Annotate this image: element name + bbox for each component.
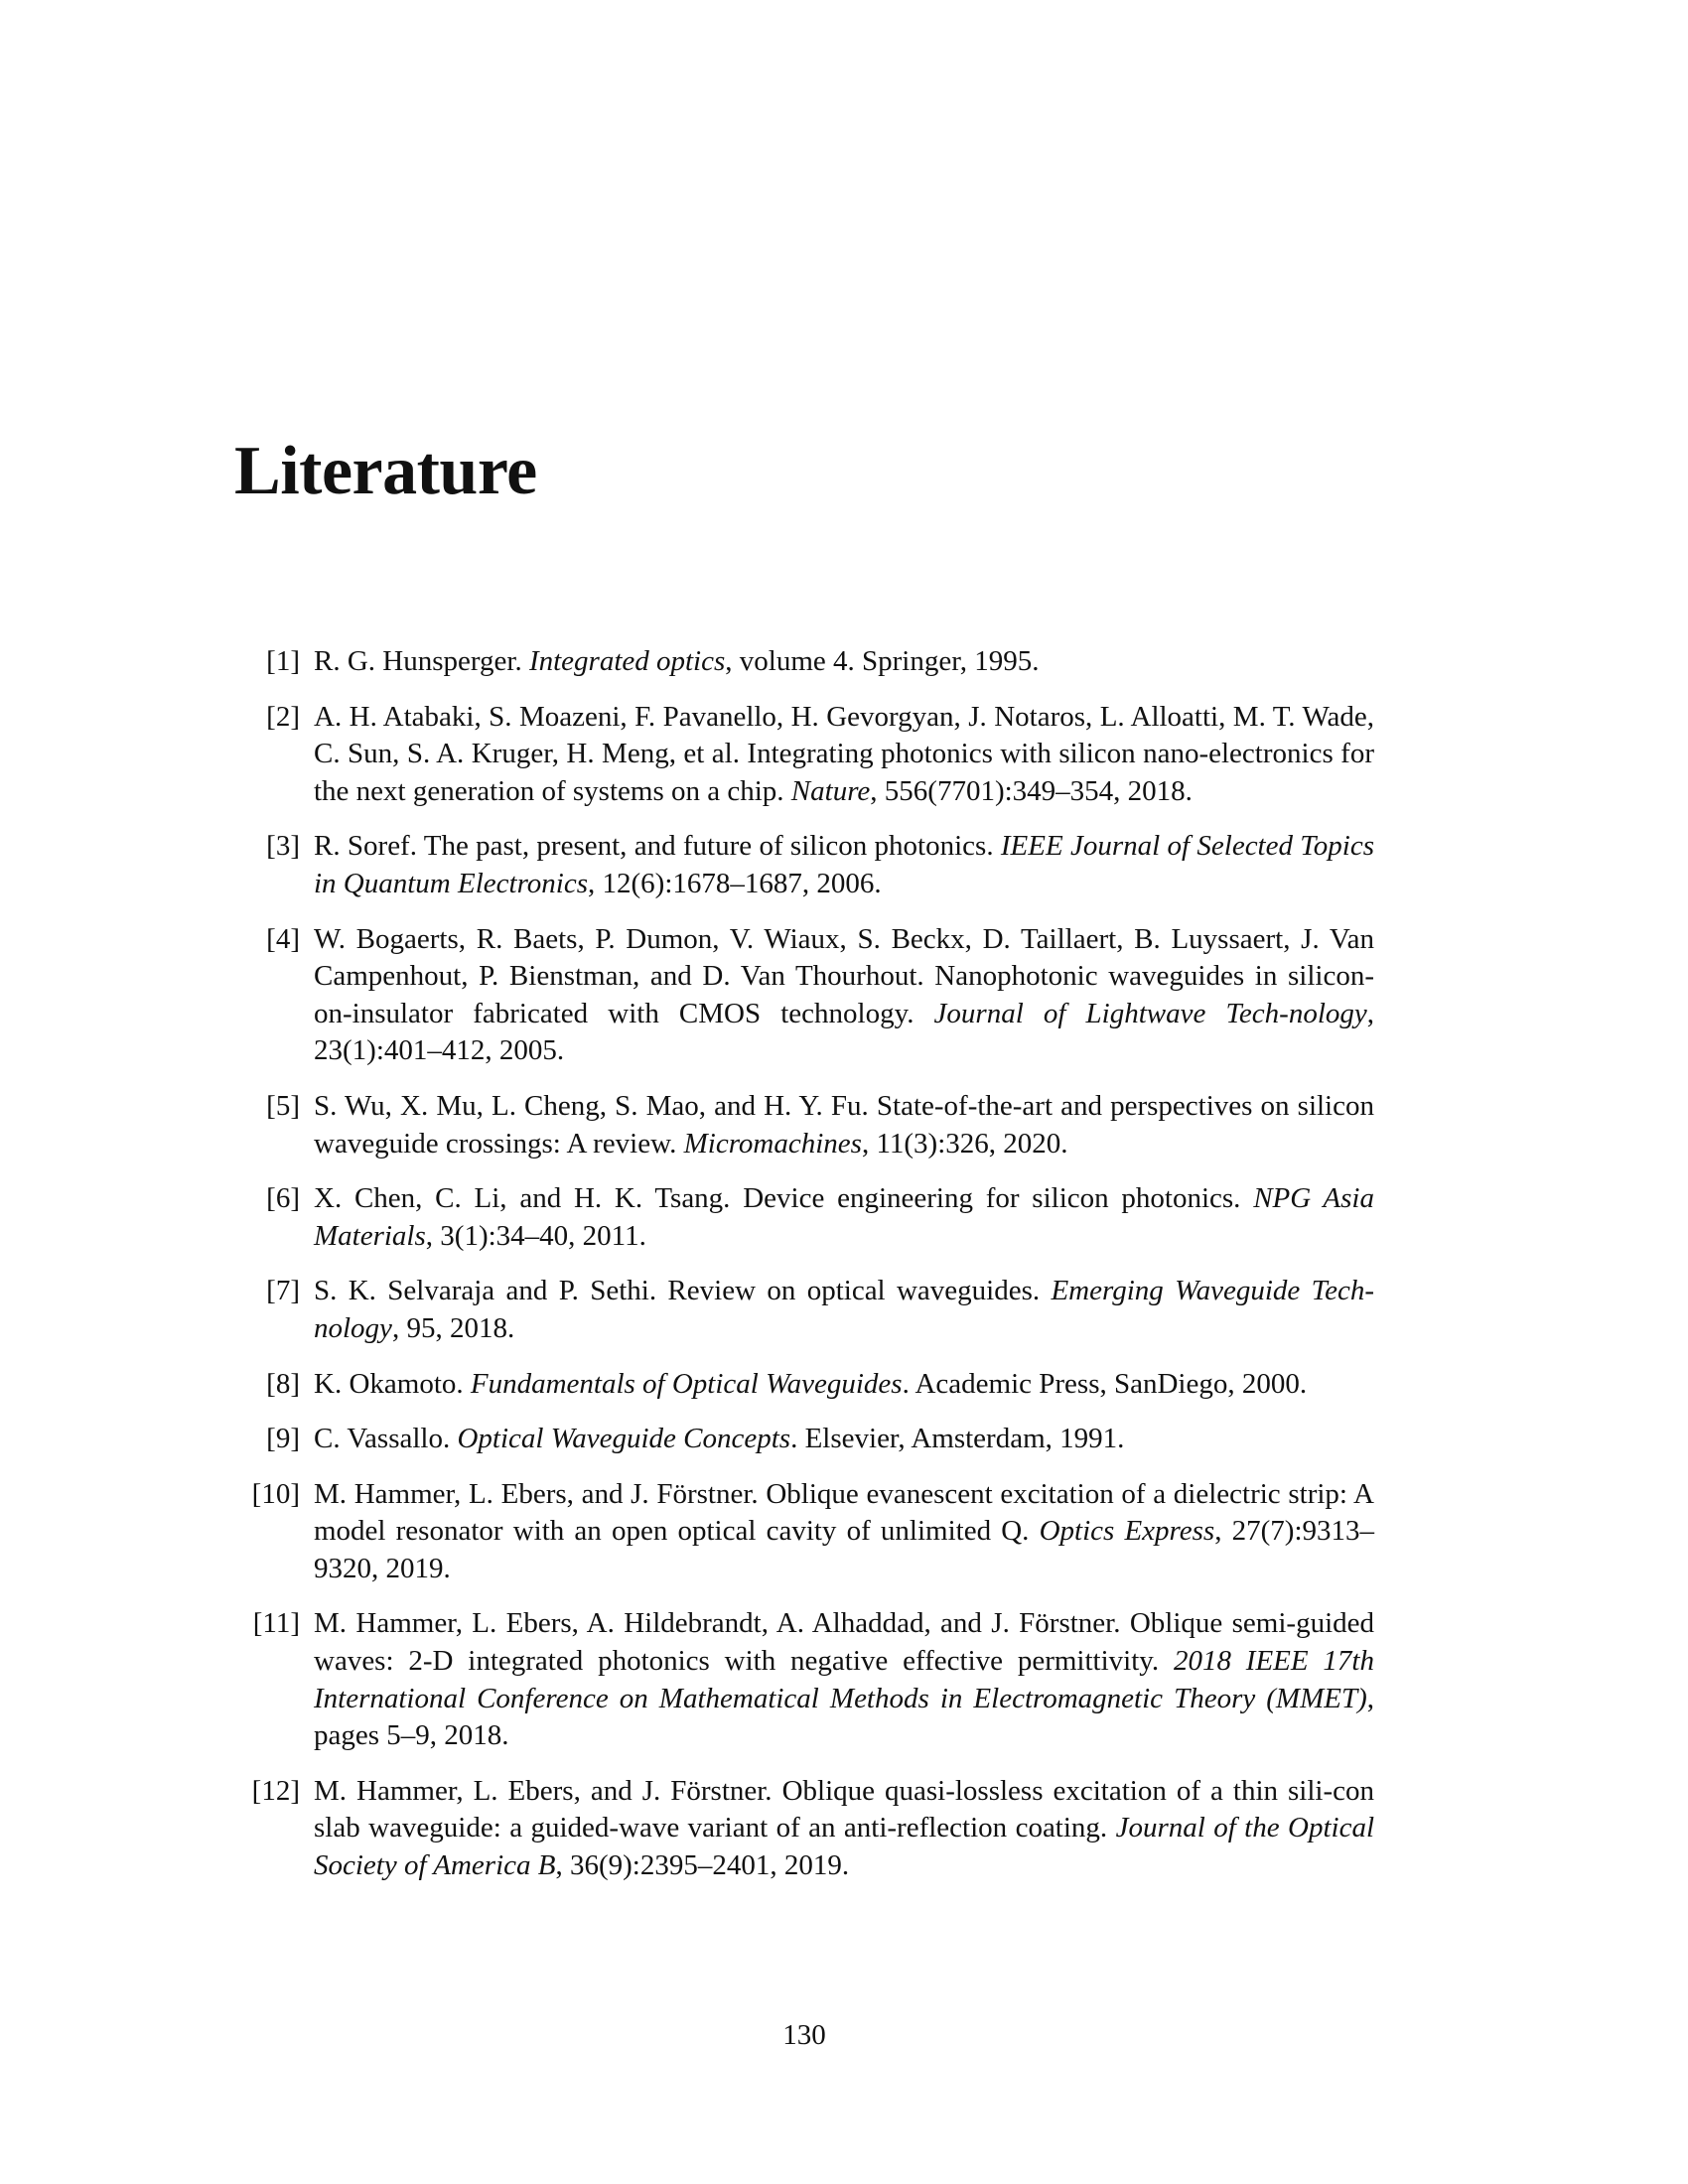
reference-text <box>314 1605 1374 1754</box>
reference-number: [9] <box>266 1423 300 1455</box>
reference-text <box>314 1273 1374 1347</box>
reference-segment: K. Okamoto. <box>314 1367 471 1400</box>
reference-segment: , 12(6):1678–1687, 2006. <box>588 867 882 899</box>
reference-number: [11] <box>252 1607 300 1640</box>
reference-number: [2] <box>266 700 300 733</box>
reference-source: Journal of the Optical Society of America B <box>314 1812 1374 1882</box>
reference-item <box>234 1476 1374 1588</box>
reference-text <box>314 828 1374 902</box>
reference-item <box>234 1773 1374 1885</box>
reference-segment: , 3(1):34–40, 2011. <box>425 1219 646 1252</box>
reference-text <box>314 1773 1374 1885</box>
reference-source: Micromachines <box>683 1127 862 1160</box>
reference-item <box>234 921 1374 1070</box>
reference-list <box>234 643 1374 1903</box>
reference-item <box>234 828 1374 902</box>
reference-source: 2018 IEEE 17th International Conference on Mathematical Methods in Electromagnetic Theory (MMET) <box>314 1645 1374 1714</box>
reference-text <box>314 1421 1374 1458</box>
reference-number: [12] <box>251 1774 300 1807</box>
reference-segment: R. G. Hunsperger. <box>314 645 529 677</box>
page-number: 130 <box>782 2019 826 2051</box>
reference-segment: , 23(1):401–412, 2005. <box>314 997 1374 1067</box>
reference-segment: X. Chen, C. Li, and H. K. Tsang. Device engineering for silicon photonics. <box>314 1182 1254 1215</box>
reference-number: [8] <box>266 1367 300 1400</box>
reference-item <box>234 1605 1374 1754</box>
reference-segment: , 11(3):326, 2020. <box>861 1127 1068 1160</box>
reference-text <box>314 643 1374 681</box>
reference-number: [4] <box>266 922 300 955</box>
reference-item <box>234 1180 1374 1255</box>
reference-item <box>234 643 1374 681</box>
reference-text <box>314 1476 1374 1588</box>
reference-text <box>314 699 1374 811</box>
reference-number: [10] <box>251 1477 300 1510</box>
reference-segment: . Academic Press, SanDiego, 2000. <box>902 1367 1308 1400</box>
reference-source: IEEE Journal of Selected Topics in Quantum Electronics <box>314 830 1374 899</box>
reference-segment: M. Hammer, L. Ebers, and J. Förstner. Oblique evanescent excitation of a dielectric strip: A model resonator with an open optical cavity of unlimited Q. <box>314 1477 1374 1548</box>
reference-text <box>314 1366 1374 1404</box>
reference-source: Integrated optics <box>528 645 726 677</box>
reference-segment: R. Soref. The past, present, and future of silicon photonics. <box>314 830 1001 863</box>
reference-source: Fundamentals of Optical Waveguides <box>470 1367 903 1400</box>
reference-segment: . Elsevier, Amsterdam, 1991. <box>790 1423 1125 1455</box>
reference-segment: , volume 4. Springer, 1995. <box>725 645 1040 677</box>
reference-source: Emerging Waveguide Tech-nology <box>314 1275 1374 1344</box>
reference-segment: , pages 5–9, 2018. <box>314 1682 1374 1752</box>
reference-source: NPG Asia Materials <box>314 1182 1374 1252</box>
reference-text <box>314 921 1374 1070</box>
reference-segment: S. K. Selvaraja and P. Sethi. Review on optical waveguides. <box>314 1275 1052 1307</box>
reference-item <box>234 1421 1374 1458</box>
reference-segment: S. Wu, X. Mu, L. Cheng, S. Mao, and H. Y. Fu. State-of-the-art and perspectives on silicon waveguide crossings: A review. <box>314 1089 1374 1160</box>
reference-text <box>314 1088 1374 1162</box>
reference-source: Optics Express <box>1039 1515 1215 1548</box>
reference-segment: , 27(7):9313–9320, 2019. <box>314 1515 1375 1584</box>
reference-segment: C. Vassallo. <box>314 1423 458 1455</box>
reference-item <box>234 1366 1374 1404</box>
reference-item <box>234 1273 1374 1347</box>
reference-segment: , 36(9):2395–2401, 2019. <box>555 1849 850 1882</box>
reference-source: Nature <box>790 774 871 807</box>
reference-source: Journal of Lightwave Tech-nology <box>933 997 1367 1029</box>
reference-number: [6] <box>266 1182 300 1215</box>
reference-number: [3] <box>266 830 300 863</box>
reference-number: [7] <box>266 1275 300 1307</box>
reference-segment: A. H. Atabaki, S. Moazeni, F. Pavanello, H. Gevorgyan, J. Notaros, L. Alloatti, M. T. Wade, C. Sun, S. A. Kruger, H. Meng, et al. Integrating photonics with silicon nano-electronics for the next generation of systems on a chip. <box>314 700 1374 807</box>
reference-segment: W. Bogaerts, R. Baets, P. Dumon, V. Wiaux, S. Beckx, D. Taillaert, B. Luyssaert, J. Van Campenhout, P. Bienstman, and D. Van Thourhout. Nanophotonic waveguides in silicon-on-insulator fabricated with CMOS technology. <box>314 922 1374 1029</box>
reference-segment: , 95, 2018. <box>391 1311 515 1344</box>
reference-item <box>234 1088 1374 1162</box>
reference-number: [5] <box>266 1089 300 1122</box>
reference-segment: M. Hammer, L. Ebers, and J. Förstner. Oblique quasi-lossless excitation of a thin sili-con slab waveguide: a guided-wave variant of an anti-reflection coating. <box>314 1774 1374 1844</box>
page-title: Literature <box>234 433 537 509</box>
reference-segment: , 556(7701):349–354, 2018. <box>870 774 1193 807</box>
reference-item <box>234 699 1374 811</box>
reference-segment: M. Hammer, L. Ebers, A. Hildebrandt, A. Alhaddad, and J. Förstner. Oblique semi-guided waves: 2-D integrated photonics with negative effective permittivity. <box>314 1607 1374 1678</box>
reference-number: [1] <box>266 645 300 677</box>
reference-source: Optical Waveguide Concepts <box>457 1423 791 1455</box>
reference-text <box>314 1180 1374 1255</box>
